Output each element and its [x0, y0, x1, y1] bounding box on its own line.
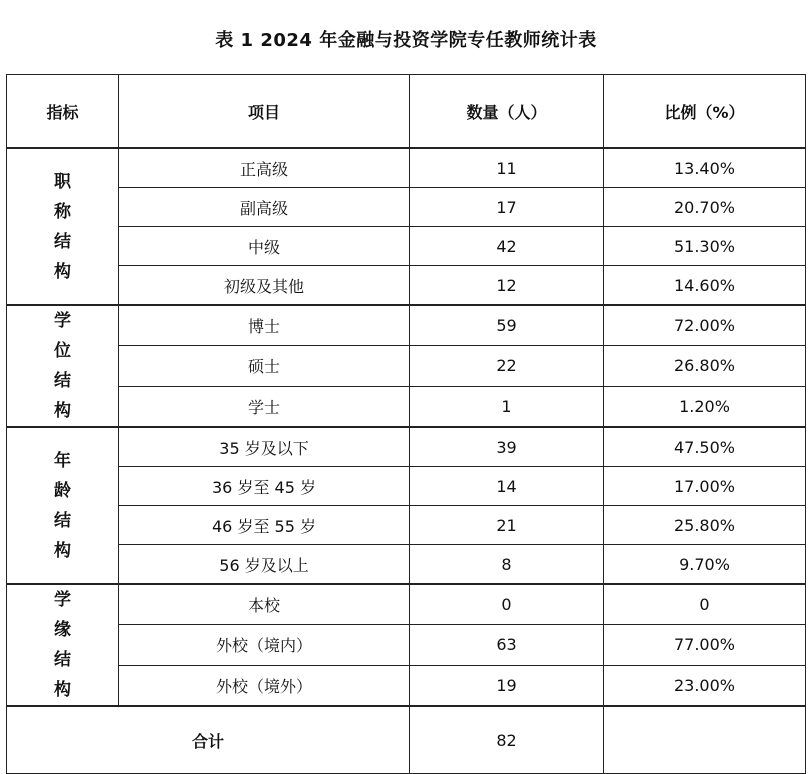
- table-row: [7, 427, 806, 467]
- row-count: 1: [410, 386, 604, 427]
- total-ratio: [604, 706, 806, 774]
- row-item: 学士: [119, 386, 410, 427]
- row-count: 21: [410, 506, 604, 545]
- group-label-char: 学: [54, 311, 71, 331]
- group-label: [7, 305, 119, 427]
- group-label-char: 年: [54, 450, 71, 471]
- row-ratio: 1.20%: [604, 386, 806, 427]
- header-indicator: 指标: [7, 75, 119, 149]
- group-label: [7, 427, 119, 584]
- row-item: 初级及其他: [119, 266, 410, 306]
- row-item: 硕士: [119, 346, 410, 386]
- table-row: [7, 227, 806, 266]
- row-count: 39: [410, 427, 604, 467]
- header-item: 项目: [119, 75, 410, 149]
- row-count: 12: [410, 266, 604, 306]
- group-label-char: 结: [54, 231, 71, 252]
- table-row: [7, 386, 806, 427]
- group-label-char: 学: [54, 590, 71, 610]
- row-count: 17: [410, 188, 604, 227]
- header-ratio: 比例（%）: [604, 75, 806, 149]
- table-body: [7, 148, 806, 774]
- table-row: [7, 305, 806, 346]
- table-title: 表 1 2024 年金融与投资学院专任教师统计表: [215, 30, 597, 51]
- table-row: [7, 665, 806, 706]
- total-row: [7, 706, 806, 774]
- group-label-char: 构: [54, 680, 71, 700]
- row-ratio: 25.80%: [604, 506, 806, 545]
- row-item: 56 岁及以上: [119, 545, 410, 585]
- group-label: [7, 148, 119, 305]
- total-count: 82: [410, 706, 604, 774]
- table-row: [7, 346, 806, 386]
- group-label-char: 职: [54, 171, 71, 192]
- group-label-char: 结: [54, 510, 71, 531]
- header-row: [7, 75, 806, 149]
- table-row: [7, 148, 806, 188]
- row-count: 8: [410, 545, 604, 585]
- group-label-char: 构: [54, 261, 71, 282]
- table-row: [7, 467, 806, 506]
- row-count: 19: [410, 665, 604, 706]
- row-ratio: 23.00%: [604, 665, 806, 706]
- table-row: [7, 625, 806, 665]
- row-count: 11: [410, 148, 604, 188]
- row-item: 46 岁至 55 岁: [119, 506, 410, 545]
- row-ratio: 47.50%: [604, 427, 806, 467]
- table-row: [7, 584, 806, 625]
- group-label-char: 结: [54, 650, 71, 670]
- row-count: 0: [410, 584, 604, 625]
- row-ratio: 51.30%: [604, 227, 806, 266]
- table-row: [7, 266, 806, 306]
- table-row: [7, 188, 806, 227]
- total-label: 合计: [7, 706, 410, 774]
- row-count: 14: [410, 467, 604, 506]
- row-item: 外校（境外）: [119, 665, 410, 706]
- faculty-statistics-table: [6, 74, 806, 774]
- group-label-char: 结: [54, 371, 71, 391]
- header-count: 数量（人）: [410, 75, 604, 149]
- row-ratio: 17.00%: [604, 467, 806, 506]
- row-item: 外校（境内）: [119, 625, 410, 665]
- row-item: 35 岁及以下: [119, 427, 410, 467]
- row-count: 22: [410, 346, 604, 386]
- row-item: 本校: [119, 584, 410, 625]
- row-item: 36 岁至 45 岁: [119, 467, 410, 506]
- row-ratio: 72.00%: [604, 305, 806, 346]
- row-ratio: 20.70%: [604, 188, 806, 227]
- group-label-char: 缘: [54, 620, 71, 640]
- row-item: 正高级: [119, 148, 410, 188]
- row-ratio: 14.60%: [604, 266, 806, 306]
- row-ratio: 77.00%: [604, 625, 806, 665]
- table-row: [7, 545, 806, 585]
- row-ratio: 0: [604, 584, 806, 625]
- row-count: 63: [410, 625, 604, 665]
- row-item: 中级: [119, 227, 410, 266]
- group-label-char: 称: [54, 201, 71, 222]
- row-ratio: 9.70%: [604, 545, 806, 585]
- group-label-char: 构: [54, 540, 71, 561]
- group-label: [7, 584, 119, 706]
- row-count: 42: [410, 227, 604, 266]
- row-count: 59: [410, 305, 604, 346]
- row-ratio: 13.40%: [604, 148, 806, 188]
- table-row: [7, 506, 806, 545]
- group-label-char: 构: [54, 401, 71, 421]
- row-item: 副高级: [119, 188, 410, 227]
- group-label-char: 位: [54, 341, 71, 361]
- group-label-char: 龄: [54, 480, 71, 501]
- row-item: 博士: [119, 305, 410, 346]
- row-ratio: 26.80%: [604, 346, 806, 386]
